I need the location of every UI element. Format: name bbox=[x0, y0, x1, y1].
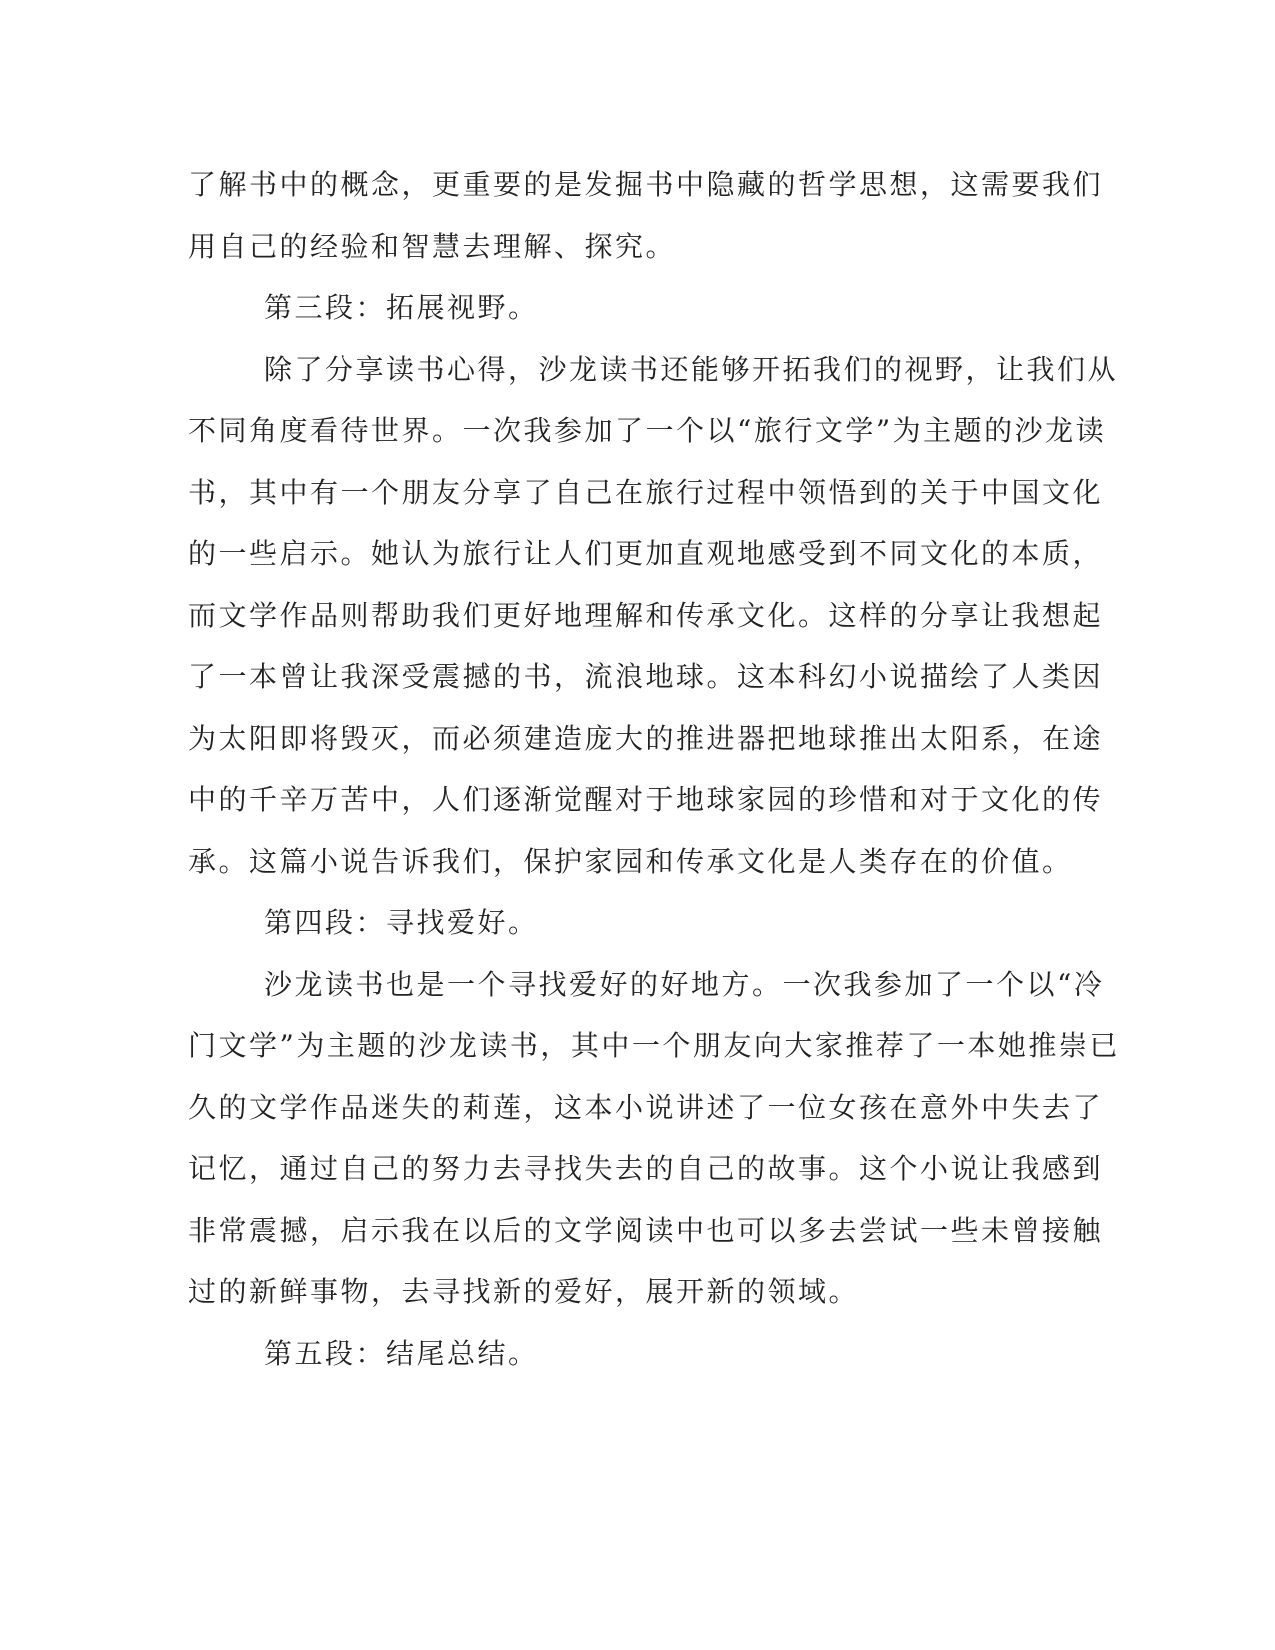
paragraph-continuation bbox=[188, 154, 1104, 277]
heading-text: 第三段：拓展视野。 bbox=[264, 291, 539, 324]
text-line: 沙龙读书也是一个寻找爱好的好地方。一次我参加了一个以“冷 bbox=[264, 967, 1105, 1001]
section-heading-4 bbox=[188, 892, 1088, 954]
text-line: 了解书中的概念，更重要的是发掘书中隐藏的哲学思想，这需要我们 bbox=[188, 168, 1104, 201]
paragraph-find-hobbies bbox=[188, 954, 1120, 1323]
text-line: 除了分享读书心得，沙龙读书还能够开拓我们的视野，让我们从 bbox=[264, 352, 1119, 386]
section-heading-5 bbox=[188, 1323, 1088, 1385]
text-line: 记忆，通过自己的努力去寻找失去的自己的故事。这个小说让我感到 bbox=[188, 1152, 1104, 1185]
text-line: 的一些启示。她认为旅行让人们更加直观地感受到不同文化的本质， bbox=[188, 537, 1104, 570]
text-line: 非常震撼，启示我在以后的文学阅读中也可以多去尝试一些未曾接触 bbox=[188, 1213, 1104, 1247]
text-line: 用自己的经验和智慧去理解、探究。 bbox=[188, 229, 677, 263]
text-line: 中的千辛万苦中，人们逐渐觉醒对于地球家园的珍惜和对于文化的传 bbox=[188, 783, 1104, 816]
heading-text: 第五段：结尾总结。 bbox=[264, 1336, 539, 1370]
section-heading-3 bbox=[188, 277, 1088, 339]
text-line: 门文学”为主题的沙龙读书，其中一个朋友向大家推荐了一本她推崇已 bbox=[188, 1029, 1120, 1062]
text-line: 不同角度看待世界。一次我参加了一个以“旅行文学”为主题的沙龙读 bbox=[188, 414, 1107, 447]
text-line: 书，其中有一个朋友分享了自己在旅行过程中领悟到的关于中国文化 bbox=[188, 475, 1104, 509]
heading-text: 第四段：寻找爱好。 bbox=[264, 906, 539, 939]
text-line: 过的新鲜事物，去寻找新的爱好，展开新的领域。 bbox=[188, 1275, 860, 1308]
text-line: 了一本曾让我深受震撼的书，流浪地球。这本科幻小说描绘了人类因 bbox=[188, 660, 1104, 693]
text-line: 承。这篇小说告诉我们，保护家园和传承文化是人类存在的价值。 bbox=[188, 844, 1073, 878]
text-line: 而文学作品则帮助我们更好地理解和传承文化。这样的分享让我想起 bbox=[188, 598, 1104, 632]
text-line: 久的文学作品迷失的莉莲，这本小说讲述了一位女孩在意外中失去了 bbox=[188, 1090, 1104, 1124]
paragraph-broaden-horizons bbox=[188, 339, 1119, 893]
document-body bbox=[188, 154, 1120, 1384]
text-line: 为太阳即将毁灭，而必须建造庞大的推进器把地球推出太阳系，在途 bbox=[188, 721, 1104, 755]
